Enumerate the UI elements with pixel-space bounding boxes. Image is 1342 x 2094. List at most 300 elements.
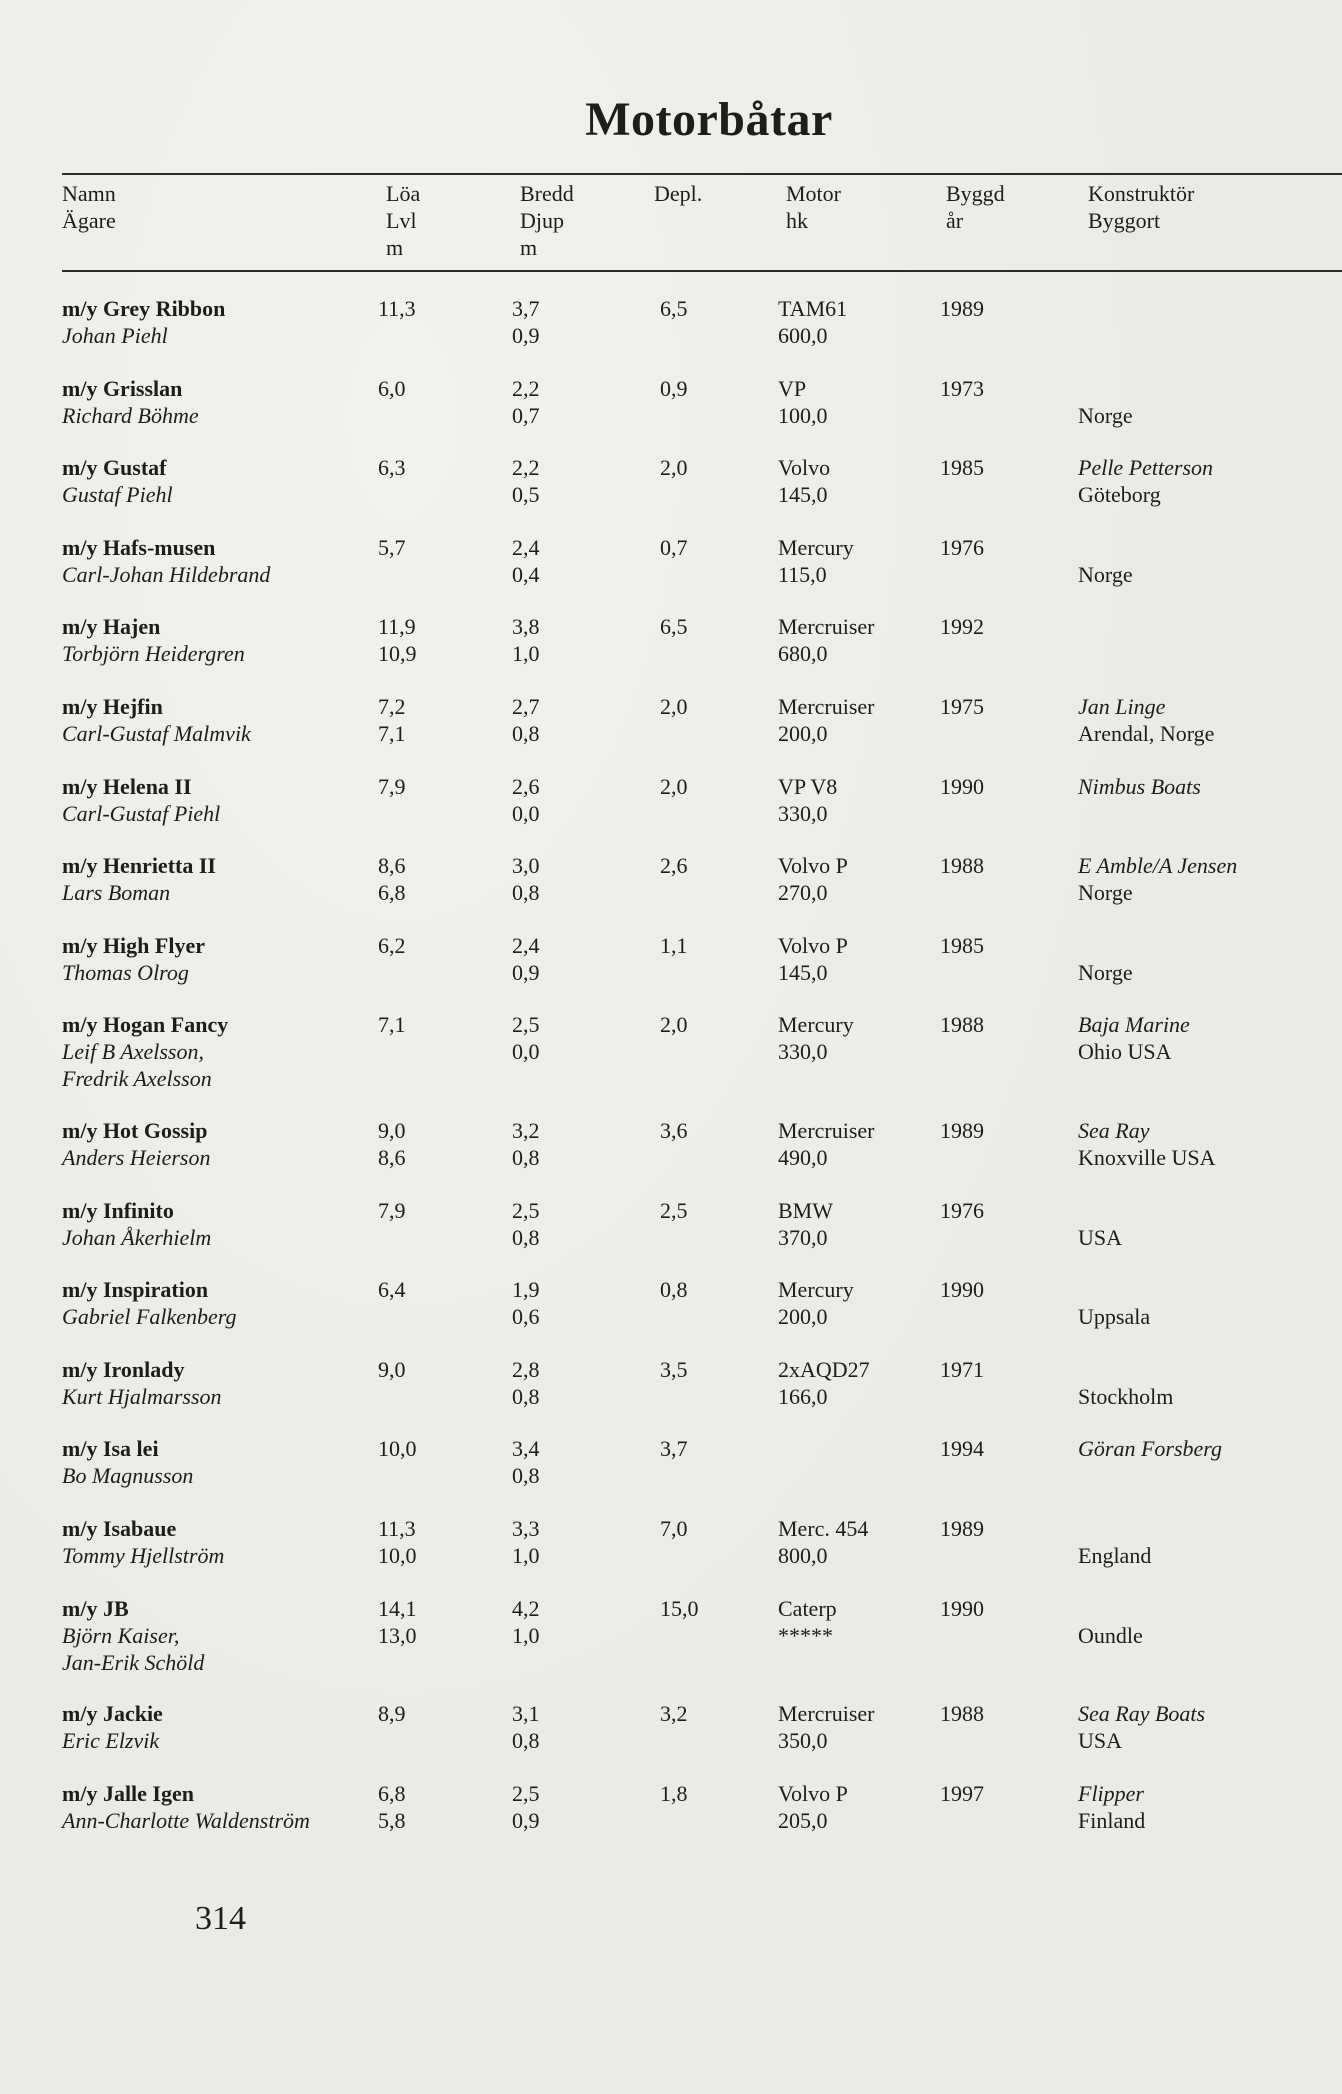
year-cell-text: 1997: [940, 1781, 984, 1806]
motor-cell-text: *****: [778, 1623, 833, 1648]
motor-cell-text: VP V8: [778, 774, 838, 799]
bredd-cell-text: 0,5: [512, 482, 540, 507]
konstruktor-cell-text: Nimbus Boats: [1078, 774, 1201, 799]
konstruktor-cell: [1078, 375, 1133, 429]
motor-cell: [778, 1700, 875, 1754]
konstruktor-cell-text: Pelle Petterson: [1078, 455, 1214, 480]
header-loa-line1: Löa: [386, 181, 421, 206]
bredd-cell-text: 2,6: [512, 774, 540, 799]
loa-cell: [378, 454, 406, 508]
boat-name-cell-text: m/y High Flyer: [62, 933, 205, 958]
konstruktor-cell-text: [1078, 640, 1084, 667]
motor-cell-text: 115,0: [778, 562, 827, 587]
motor-cell-text: Mercury: [778, 1012, 854, 1037]
header-loa-line3: m: [386, 235, 404, 260]
boat-name-cell-text: Fredrik Axelsson: [62, 1066, 212, 1091]
bredd-cell-text: 3,0: [512, 853, 540, 878]
loa-cell: [378, 773, 406, 827]
year-cell-text: 1989: [940, 296, 984, 321]
loa-cell-text: 6,0: [378, 376, 406, 401]
year-cell-text: 1985: [940, 933, 984, 958]
loa-cell: [378, 932, 406, 986]
loa-cell-text: 14,1: [378, 1596, 417, 1621]
header-bredd-line1: Bredd: [520, 181, 574, 206]
bredd-cell-text: 2,5: [512, 1198, 540, 1223]
loa-cell-text: [378, 481, 406, 508]
depl-cell: [660, 693, 688, 720]
bredd-cell: [512, 295, 540, 349]
konstruktor-cell-text: [1078, 322, 1084, 349]
bredd-cell: [512, 454, 540, 508]
bredd-cell-text: 2,4: [512, 535, 540, 560]
konstruktor-cell: [1078, 852, 1237, 906]
loa-cell: [378, 613, 417, 667]
bredd-cell-text: 3,3: [512, 1516, 540, 1541]
konstruktor-cell-text: [1078, 1356, 1173, 1383]
loa-cell: [378, 295, 416, 349]
bredd-cell-text: 0,8: [512, 721, 540, 746]
loa-cell-text: 6,8: [378, 880, 406, 905]
boat-name-cell: [62, 773, 220, 827]
depl-cell: [660, 375, 688, 402]
loa-cell-text: [378, 800, 406, 827]
depl-cell-text: 2,6: [660, 853, 688, 878]
konstruktor-cell-text: [1078, 1595, 1143, 1622]
year-cell: [940, 693, 984, 720]
loa-cell-text: [378, 959, 406, 986]
konstruktor-cell-text: [1078, 375, 1133, 402]
boat-name-cell-text: m/y Hejfin: [62, 694, 163, 719]
boat-name-cell-text: m/y Inspiration: [62, 1277, 209, 1302]
motor-cell: [778, 1276, 854, 1330]
bredd-cell-text: 0,9: [512, 323, 540, 348]
boat-name-cell-text: Carl-Gustaf Piehl: [62, 801, 221, 826]
boat-name-cell: [62, 375, 199, 429]
bredd-cell-text: 2,7: [512, 694, 540, 719]
motor-cell: [778, 693, 875, 747]
motor-cell-text: VP: [778, 376, 807, 401]
loa-cell-text: 5,7: [378, 535, 406, 560]
konstruktor-cell-text: [1078, 1462, 1222, 1489]
boat-name-cell-text: Kurt Hjalmarsson: [62, 1384, 222, 1409]
loa-cell-text: 6,4: [378, 1277, 406, 1302]
motor-cell: [778, 1515, 868, 1569]
header-year-line1: Byggd: [946, 181, 1005, 206]
konstruktor-cell: [1078, 1276, 1150, 1330]
depl-cell-text: 2,5: [660, 1198, 688, 1223]
depl-cell-text: 3,5: [660, 1357, 688, 1382]
boat-name-cell-text: Jan-Erik Schöld: [62, 1650, 205, 1675]
loa-cell-text: [378, 1303, 406, 1330]
header-loa-line2: Lvl: [386, 208, 417, 233]
konstruktor-cell-text: Norge: [1078, 960, 1133, 985]
year-cell: [940, 1595, 984, 1622]
boat-name-cell-text: Torbjörn Heidergren: [62, 641, 245, 666]
bredd-cell-text: 0,4: [512, 562, 540, 587]
bredd-cell-text: 0,8: [512, 1728, 540, 1753]
header-bredd: [520, 180, 574, 261]
motor-cell-text: 166,0: [778, 1384, 828, 1409]
depl-cell-text: 3,2: [660, 1701, 688, 1726]
bredd-cell-text: 3,7: [512, 296, 540, 321]
bredd-cell: [512, 773, 540, 827]
loa-cell-text: 7,2: [378, 694, 406, 719]
motor-cell-text: Volvo P: [778, 933, 848, 958]
motor-cell-text: 205,0: [778, 1808, 828, 1833]
header-kons-line2: Byggort: [1088, 208, 1161, 233]
boat-name-cell-text: Bo Magnusson: [62, 1463, 194, 1488]
year-cell-text: 1985: [940, 455, 984, 480]
year-cell-text: 1994: [940, 1436, 984, 1461]
motor-cell-text: Mercruiser: [778, 1118, 875, 1143]
boat-name-cell: [62, 1356, 222, 1410]
konstruktor-cell: [1078, 1011, 1190, 1065]
header-year: [946, 180, 1005, 234]
boat-name-cell: [62, 1595, 204, 1676]
depl-cell: [660, 454, 688, 481]
boat-name-cell-text: m/y Hajen: [62, 614, 161, 639]
year-cell-text: 1976: [940, 535, 984, 560]
year-cell-text: 1989: [940, 1118, 984, 1143]
motor-cell: [778, 1435, 784, 1489]
depl-cell: [660, 1356, 688, 1383]
boat-name-cell-text: m/y Jackie: [62, 1701, 163, 1726]
bredd-cell-text: 0,8: [512, 880, 540, 905]
loa-cell-text: 9,0: [378, 1118, 406, 1143]
year-cell-text: 1988: [940, 1701, 984, 1726]
konstruktor-cell: [1078, 1595, 1143, 1649]
konstruktor-cell-text: [1078, 295, 1084, 322]
bredd-cell: [512, 852, 540, 906]
konstruktor-cell-text: USA: [1078, 1728, 1123, 1753]
konstruktor-cell: [1078, 295, 1084, 349]
loa-cell-text: 5,8: [378, 1808, 406, 1833]
year-cell: [940, 1700, 984, 1727]
konstruktor-cell-text: Norge: [1078, 880, 1133, 905]
bredd-cell-text: 1,0: [512, 641, 540, 666]
header-motor: [786, 180, 841, 234]
bredd-cell-text: 2,2: [512, 455, 540, 480]
motor-cell-text: 330,0: [778, 1039, 828, 1064]
boat-name-cell-text: Richard Böhme: [62, 403, 199, 428]
motor-cell-text: Mercury: [778, 1277, 854, 1302]
depl-cell-text: 2,0: [660, 774, 688, 799]
bredd-cell: [512, 1197, 540, 1251]
depl-cell: [660, 1700, 688, 1727]
motor-cell-text: 145,0: [778, 960, 828, 985]
bredd-cell: [512, 613, 540, 667]
konstruktor-cell: [1078, 1780, 1145, 1834]
header-depl: [654, 180, 702, 207]
loa-cell-text: 8,6: [378, 1145, 406, 1170]
boat-name-cell: [62, 534, 270, 588]
depl-cell-text: 1,1: [660, 933, 688, 958]
loa-cell: [378, 1117, 406, 1171]
boat-name-cell: [62, 1780, 310, 1834]
depl-cell: [660, 613, 688, 640]
boat-name-cell: [62, 1515, 224, 1569]
bredd-cell-text: 2,8: [512, 1357, 540, 1382]
boat-name-cell: [62, 1197, 211, 1251]
konstruktor-cell-text: [1078, 1515, 1151, 1542]
boat-name-cell-text: Leif B Axelsson,: [62, 1039, 204, 1064]
year-cell-text: 1975: [940, 694, 984, 719]
loa-cell: [378, 1595, 417, 1649]
boat-name-cell-text: Carl-Johan Hildebrand: [62, 562, 271, 587]
loa-cell-text: [378, 1383, 406, 1410]
boat-name-cell-text: m/y Isabaue: [62, 1516, 177, 1541]
loa-cell: [378, 1356, 406, 1410]
motor-cell-text: 200,0: [778, 721, 828, 746]
year-cell: [940, 1276, 984, 1303]
loa-cell: [378, 1435, 417, 1489]
motor-cell: [778, 932, 848, 986]
motor-cell: [778, 1197, 833, 1251]
year-cell-text: 1988: [940, 1012, 984, 1037]
loa-cell-text: [378, 1224, 406, 1251]
boat-name-cell: [62, 454, 173, 508]
page-title: Motorbåtar: [585, 93, 833, 146]
konstruktor-cell: [1078, 454, 1213, 508]
bredd-cell-text: 1,9: [512, 1277, 540, 1302]
konstruktor-cell: [1078, 1197, 1122, 1251]
loa-cell-text: [378, 561, 406, 588]
loa-cell: [378, 1700, 406, 1754]
year-cell: [940, 1356, 984, 1383]
boat-name-cell: [62, 1117, 210, 1171]
motor-cell-text: [778, 1435, 784, 1462]
bredd-cell-text: 2,5: [512, 1781, 540, 1806]
loa-cell-text: 11,9: [378, 614, 416, 639]
depl-cell: [660, 295, 688, 322]
year-cell: [940, 932, 984, 959]
loa-cell-text: 13,0: [378, 1623, 417, 1648]
depl-cell: [660, 1780, 688, 1807]
year-cell-text: 1971: [940, 1357, 984, 1382]
konstruktor-cell-text: Norge: [1078, 562, 1133, 587]
motor-cell-text: Volvo: [778, 455, 831, 480]
konstruktor-cell: [1078, 1356, 1173, 1410]
motor-cell-text: 330,0: [778, 801, 828, 826]
boat-name-cell: [62, 1700, 163, 1754]
motor-cell-text: 2xAQD27: [778, 1357, 870, 1382]
boat-name-cell-text: Tommy Hjellström: [62, 1543, 225, 1568]
motor-cell-text: Mercruiser: [778, 694, 875, 719]
bredd-cell: [512, 1595, 540, 1649]
header-name-line1: Namn: [62, 181, 116, 206]
depl-cell-text: 3,6: [660, 1118, 688, 1143]
header-depl-line1: Depl.: [654, 181, 703, 206]
konstruktor-cell: [1078, 1117, 1216, 1171]
loa-cell: [378, 1197, 406, 1251]
bredd-cell-text: 2,2: [512, 376, 540, 401]
year-cell: [940, 1515, 984, 1542]
boat-name-cell-text: Thomas Olrog: [62, 960, 189, 985]
loa-cell: [378, 1515, 417, 1569]
year-cell: [940, 1435, 984, 1462]
boat-name-cell-text: m/y Gustaf: [62, 455, 167, 480]
year-cell: [940, 1780, 984, 1807]
motor-cell-text: 800,0: [778, 1543, 828, 1568]
year-cell-text: 1990: [940, 1277, 984, 1302]
boat-name-cell: [62, 693, 251, 747]
depl-cell-text: 0,9: [660, 376, 688, 401]
depl-cell: [660, 1515, 688, 1542]
bredd-cell: [512, 932, 540, 986]
header-name: [62, 180, 116, 234]
depl-cell-text: 15,0: [660, 1596, 699, 1621]
depl-cell-text: 6,5: [660, 614, 688, 639]
motor-cell: [778, 613, 875, 667]
motor-cell-text: Mercruiser: [778, 1701, 875, 1726]
motor-cell: [778, 295, 847, 349]
konstruktor-cell: [1078, 693, 1214, 747]
konstruktor-cell-text: E Amble/A Jensen: [1078, 853, 1238, 878]
konstruktor-cell-text: Baja Marine: [1078, 1012, 1190, 1037]
motor-cell: [778, 773, 837, 827]
header-bottom-rule: [62, 270, 1342, 272]
konstruktor-cell-text: Göteborg: [1078, 482, 1161, 507]
konstruktor-cell-text: [1078, 1276, 1150, 1303]
year-cell: [940, 295, 984, 322]
motor-cell-text: 600,0: [778, 323, 828, 348]
year-cell-text: 1976: [940, 1198, 984, 1223]
boat-name-cell-text: m/y Hafs-musen: [62, 535, 216, 560]
bredd-cell-text: 0,9: [512, 1808, 540, 1833]
loa-cell-text: 6,8: [378, 1781, 406, 1806]
loa-cell: [378, 852, 406, 906]
header-motor-line1: Motor: [786, 181, 841, 206]
depl-cell-text: 2,0: [660, 1012, 688, 1037]
bredd-cell-text: 0,8: [512, 1145, 540, 1170]
bredd-cell-text: 2,4: [512, 933, 540, 958]
loa-cell-text: 9,0: [378, 1357, 406, 1382]
loa-cell-text: 11,3: [378, 296, 416, 321]
konstruktor-cell-text: Ohio USA: [1078, 1039, 1172, 1064]
year-cell-text: 1989: [940, 1516, 984, 1541]
year-cell: [940, 1197, 984, 1224]
header-motor-line2: hk: [786, 208, 808, 233]
motor-cell-text: 350,0: [778, 1728, 828, 1753]
loa-cell-text: [378, 402, 406, 429]
boat-name-cell: [62, 852, 216, 906]
loa-cell-text: [378, 1727, 406, 1754]
bredd-cell-text: 1,0: [512, 1623, 540, 1648]
konstruktor-cell-text: USA: [1078, 1225, 1123, 1250]
header-konstruktor: [1088, 180, 1194, 234]
loa-cell: [378, 1780, 406, 1834]
motor-cell: [778, 375, 828, 429]
konstruktor-cell-text: [1078, 932, 1133, 959]
boat-name-cell: [62, 1276, 237, 1330]
boat-name-cell: [62, 1435, 193, 1489]
konstruktor-cell-text: [1078, 800, 1201, 827]
boat-name-cell: [62, 932, 205, 986]
depl-cell: [660, 1435, 688, 1462]
motor-cell-text: 490,0: [778, 1145, 828, 1170]
konstruktor-cell: [1078, 1700, 1205, 1754]
bredd-cell-text: 0,9: [512, 960, 540, 985]
depl-cell-text: 6,5: [660, 296, 688, 321]
depl-cell-text: 2,0: [660, 455, 688, 480]
konstruktor-cell: [1078, 534, 1133, 588]
year-cell-text: 1990: [940, 774, 984, 799]
year-cell: [940, 1011, 984, 1038]
bredd-cell-text: 3,1: [512, 1701, 540, 1726]
konstruktor-cell: [1078, 1435, 1222, 1489]
bredd-cell: [512, 1356, 540, 1410]
depl-cell: [660, 1011, 688, 1038]
konstruktor-cell-text: Knoxville USA: [1078, 1145, 1216, 1170]
boat-name-cell-text: m/y Grey Ribbon: [62, 296, 226, 321]
depl-cell: [660, 932, 688, 959]
konstruktor-cell: [1078, 1515, 1151, 1569]
loa-cell-text: 10,9: [378, 641, 417, 666]
konstruktor-cell-text: Göran Forsberg: [1078, 1436, 1223, 1461]
year-cell: [940, 454, 984, 481]
bredd-cell: [512, 1276, 540, 1330]
header-name-line2: Ägare: [62, 208, 116, 233]
boat-name-cell-text: Johan Åkerhielm: [62, 1225, 212, 1250]
loa-cell-text: 7,1: [378, 1012, 406, 1037]
bredd-cell-text: 0,0: [512, 1039, 540, 1064]
boat-name-cell-text: m/y Ironlady: [62, 1357, 185, 1382]
bredd-cell: [512, 1700, 540, 1754]
motor-cell-text: Caterp: [778, 1596, 837, 1621]
motor-cell-text: 680,0: [778, 641, 828, 666]
loa-cell-text: [378, 1038, 406, 1065]
depl-cell-text: 0,7: [660, 535, 688, 560]
motor-cell-text: 200,0: [778, 1304, 828, 1329]
year-cell: [940, 773, 984, 800]
motor-cell-text: Mercury: [778, 535, 854, 560]
bredd-cell-text: 0,6: [512, 1304, 540, 1329]
bredd-cell: [512, 375, 540, 429]
year-cell-text: 1992: [940, 614, 984, 639]
bredd-cell: [512, 693, 540, 747]
loa-cell-text: 7,9: [378, 774, 406, 799]
bredd-cell-text: 3,4: [512, 1436, 540, 1461]
bredd-cell: [512, 1515, 540, 1569]
loa-cell-text: 10,0: [378, 1436, 417, 1461]
konstruktor-cell-text: Sea Ray: [1078, 1118, 1150, 1143]
konstruktor-cell: [1078, 613, 1084, 667]
boat-name-cell-text: Ann-Charlotte Waldenström: [62, 1808, 310, 1833]
bredd-cell-text: 0,8: [512, 1384, 540, 1409]
konstruktor-cell-text: Norge: [1078, 403, 1133, 428]
boat-name-cell-text: m/y Helena II: [62, 774, 192, 799]
motor-cell-text: Mercruiser: [778, 614, 875, 639]
boat-name-cell: [62, 613, 245, 667]
bredd-cell-text: 2,5: [512, 1012, 540, 1037]
motor-cell-text: Volvo P: [778, 853, 848, 878]
motor-cell: [778, 1011, 854, 1065]
depl-cell-text: 2,0: [660, 694, 688, 719]
loa-cell-text: 6,2: [378, 933, 406, 958]
loa-cell-text: 10,0: [378, 1543, 417, 1568]
loa-cell-text: 8,6: [378, 853, 406, 878]
konstruktor-cell: [1078, 932, 1133, 986]
year-cell: [940, 852, 984, 879]
bredd-cell-text: 3,8: [512, 614, 540, 639]
header-bredd-line2: Djup: [520, 208, 564, 233]
header-kons-line1: Konstruktör: [1088, 181, 1195, 206]
boat-name-cell-text: Lars Boman: [62, 880, 171, 905]
bredd-cell-text: 1,0: [512, 1543, 540, 1568]
bredd-cell-text: 4,2: [512, 1596, 540, 1621]
bredd-cell-text: 0,7: [512, 403, 540, 428]
depl-cell: [660, 534, 688, 561]
